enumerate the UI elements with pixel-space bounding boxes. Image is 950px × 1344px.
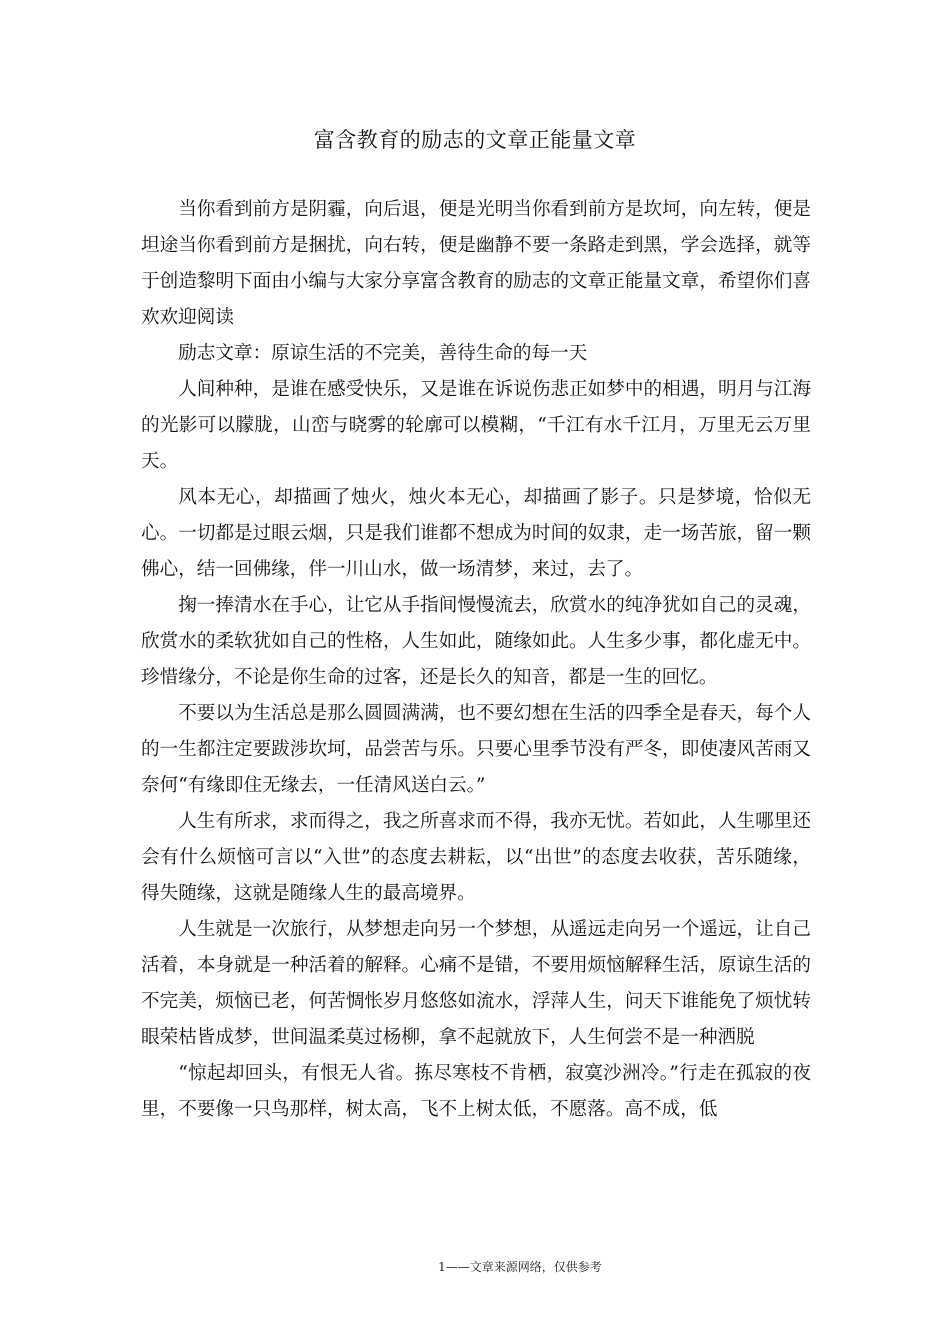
paragraph: 人生有所求，求而得之，我之所喜求而不得，我亦无忧。若如此，人生哪里还会有什么烦恼可言以“入世”的态度去耕耘，以“出世”的态度去收获，苦乐随缘，得失随缘，这就是随缘人生的最高境界。	[141, 811, 811, 904]
paragraph: “惊起却回头，有恨无人省。拣尽寒枝不肯栖，寂寞沙洲冷。”行走在孤寂的夜里，不要像一只鸟那样，树太高，飞不上树太低，不愿落。高不成，低	[141, 1063, 811, 1120]
paragraph: 人生就是一次旅行，从梦想走向另一个梦想，从遥远走向另一个遥远，让自己活着，本身就是一种活着的解释。心痛不是错，不要用烦恼解释生活，原谅生活的不完美，烦恼已老，何苦惆怅岁月悠悠如流水，浮萍人生，问天下谁能免了烦忧转眼荣枯皆成梦，世间温柔莫过杨柳，拿不起就放下，人生何尝不是一种洒脱	[141, 919, 811, 1048]
paragraph: 人间种种，是谁在感受快乐，又是谁在诉说伤悲正如梦中的相遇，明月与江海的光影可以朦胧，山峦与晓雾的轮廓可以模糊，“千江有水千江月，万里无云万里天。	[141, 379, 811, 472]
document-title: 富含教育的励志的文章正能量文章	[313, 128, 637, 152]
paragraph: 掬一捧清水在手心，让它从手指间慢慢流去，欣赏水的纯净犹如自己的灵魂，欣赏水的柔软犹如自己的性格，人生如此，随缘如此。人生多少事，都化虚无中。珍惜缘分，不论是你生命的过客，还是长久的知音，都是一生的回忆。	[141, 595, 811, 688]
paragraph-intro: 当你看到前方是阴霾，向后退，便是光明当你看到前方是坎坷，向左转，便是坦途当你看到前方是捆扰，向右转，便是幽静不要一条路走到黑，学会选择，就等于创造黎明下面由小编与大家分享富含教育的励志的文章正能量文章，希望你们喜欢欢迎阅读	[141, 199, 811, 328]
paragraph: 不要以为生活总是那么圆圆满满，也不要幻想在生活的四季全是春天，每个人的一生都注定要跋涉坎坷，品尝苦与乐。只要心里季节没有严冬，即使凄风苦雨又奈何“有缘即住无缘去，一任清风送白云。”	[141, 703, 811, 796]
paragraph-subtitle: 励志文章：原谅生活的不完美，善待生命的每一天	[178, 343, 588, 364]
document-body	[141, 192, 811, 1128]
paragraph: 风本无心，却描画了烛火，烛火本无心，却描画了影子。只是梦境，恰似无心。一切都是过眼云烟，只是我们谁都不想成为时间的奴隶，走一场苦旅，留一颗佛心，结一回佛缘，伴一川山水，做一场清梦，来过，去了。	[141, 487, 811, 580]
page-footer: 1——文章来源网络，仅供参考	[438, 1260, 602, 1274]
